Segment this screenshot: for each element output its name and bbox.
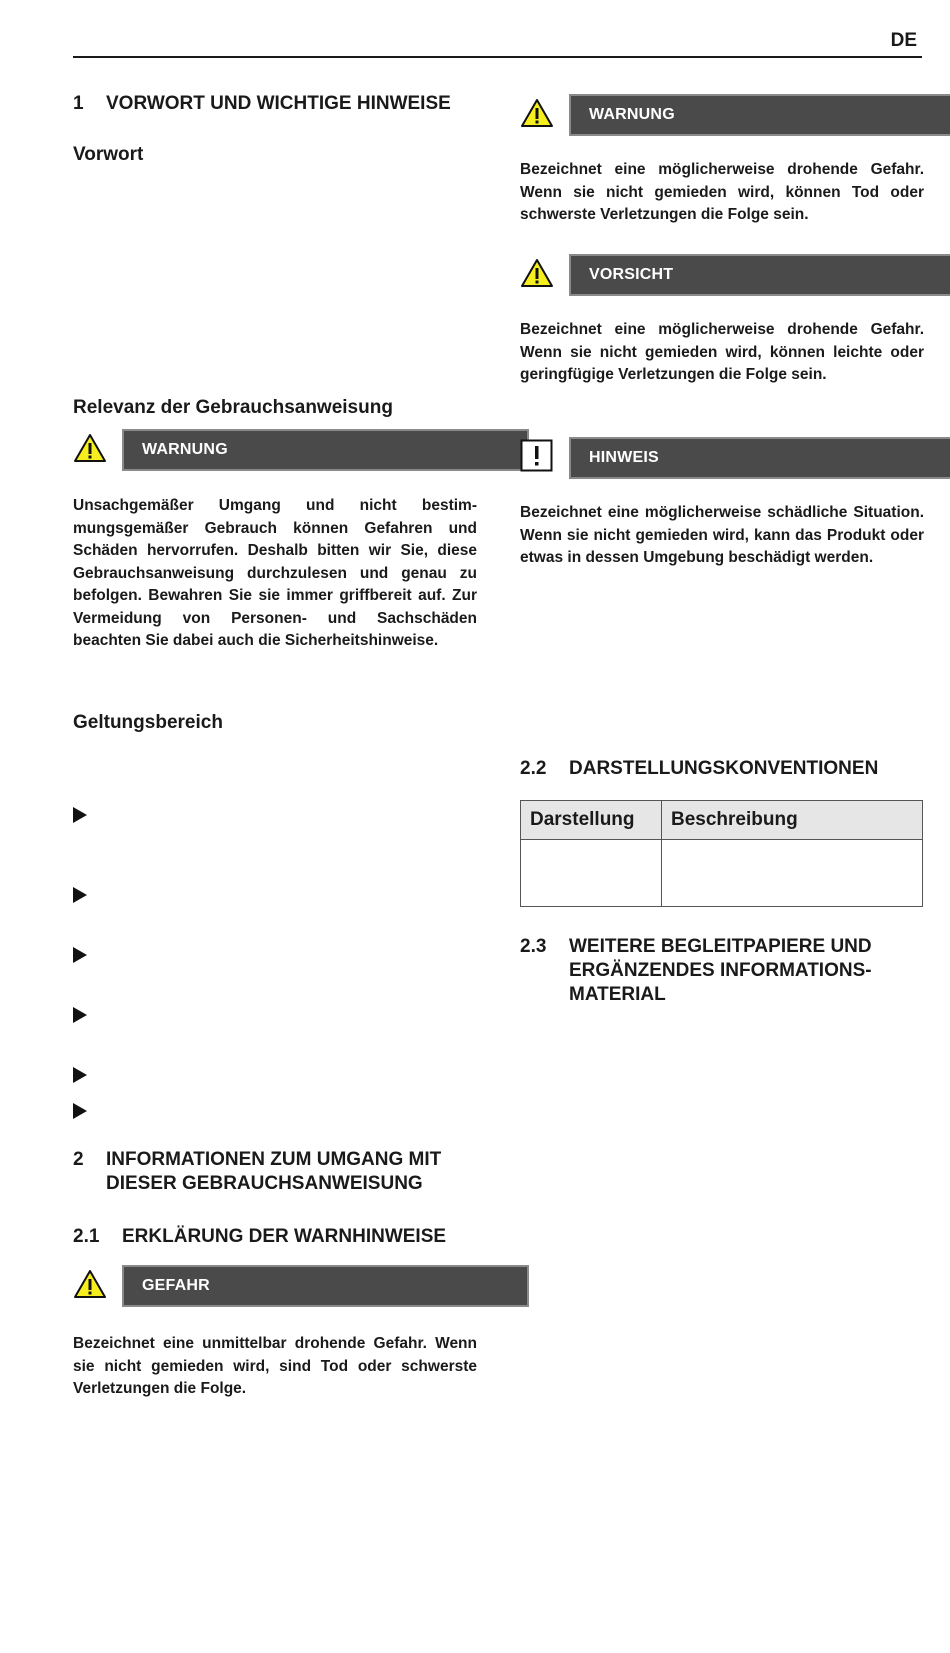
conventions-table	[520, 800, 923, 907]
vorsicht-label-bar	[569, 254, 950, 296]
gefahr-label: GEFAHR	[142, 1277, 210, 1294]
bullet-2	[73, 887, 87, 903]
warnung-label: WARNUNG	[589, 106, 675, 123]
language-label: DE	[890, 30, 917, 51]
bullet-6	[73, 1103, 87, 1119]
section-number: 2.2	[520, 758, 547, 779]
section-title-line-1: INFORMATIONEN ZUM UMGANG MIT	[106, 1149, 442, 1170]
table-cell	[521, 840, 662, 907]
table-header-darstellung: Darstellung	[521, 801, 662, 840]
table-header-row	[521, 801, 923, 840]
section-title: ERKLÄRUNG DER WARNHINWEISE	[122, 1226, 447, 1247]
table-cell	[662, 840, 923, 907]
hinweis-text: Bezeichnet eine möglicherweise schädliche Situation. Wenn sie nicht gemieden wird, kann das Produkt oder etwas in dessen Umgebung beschädigt werden.	[520, 504, 924, 566]
warnung-label-bar	[569, 94, 950, 136]
warning-triangle-icon	[73, 433, 107, 463]
bullet-4	[73, 1007, 87, 1023]
section-number: 1	[73, 93, 84, 114]
hinweis-label: HINWEIS	[589, 449, 659, 466]
relevanz-text: Unsachgemäßer Umgang und nicht bestim-mungsgemäßer Gebrauch können Gefahren und Schäden hervorrufen. Deshalb bitten wir Sie, diese Gebrauchsanweisung durchzulesen und genau zu befolgen. Bewahren Sie sie immer griffbereit auf. Zur Vermeidung von Personen- und Sachschäden beachten Sie dabei auch die Sicherheitshinweise.	[73, 497, 477, 649]
section-title-line-3: MATERIAL	[569, 984, 666, 1005]
section-title-line-2: ERGÄNZENDES INFORMATIONS-	[569, 960, 872, 981]
section-title-line-2: DIESER GEBRAUCHSANWEISUNG	[106, 1173, 423, 1194]
section-title: DARSTELLUNGSKONVENTIONEN	[569, 758, 879, 779]
geltungsbereich-heading: Geltungsbereich	[73, 712, 223, 733]
warning-triangle-icon	[520, 98, 554, 128]
warnung-text: Bezeichnet eine möglicherweise drohende Gefahr. Wenn sie nicht gemieden wird, können Tod oder schwerste Verletzungen die Folge sein.	[520, 161, 924, 223]
table-header-beschreibung: Beschreibung	[662, 801, 923, 840]
bullet-5	[73, 1067, 87, 1083]
hinweis-label-bar	[569, 437, 950, 479]
section-number: 2.3	[520, 936, 547, 957]
warning-label-bar	[122, 429, 529, 471]
section-number: 2.1	[73, 1226, 100, 1247]
gefahr-text: Bezeichnet eine unmittelbar drohende Gefahr. Wenn sie nicht gemieden wird, sind Tod oder schwerste Verletzungen die Folge.	[73, 1335, 477, 1397]
vorsicht-text: Bezeichnet eine möglicherweise drohende Gefahr. Wenn sie nicht gemieden wird, können leichte oder geringfügige Verletzungen die Folge sein.	[520, 321, 924, 383]
warning-triangle-icon	[73, 1269, 107, 1299]
gefahr-label-bar	[122, 1265, 529, 1307]
vorsicht-label: VORSICHT	[589, 266, 674, 283]
section-title: VORWORT UND WICHTIGE HINWEISE	[106, 93, 451, 114]
table-row	[521, 840, 923, 907]
exclamation-box-icon	[520, 439, 554, 473]
section-title-line-1: WEITERE BEGLEITPAPIERE UND	[569, 936, 872, 957]
warning-triangle-icon	[520, 258, 554, 288]
section-number: 2	[73, 1149, 84, 1170]
bullet-3	[73, 947, 87, 963]
warning-label: WARNUNG	[142, 441, 228, 458]
bullet-1	[73, 807, 87, 823]
relevanz-heading: Relevanz der Gebrauchsanweisung	[73, 397, 393, 418]
vorwort-heading: Vorwort	[73, 144, 144, 165]
header-rule	[73, 56, 922, 58]
